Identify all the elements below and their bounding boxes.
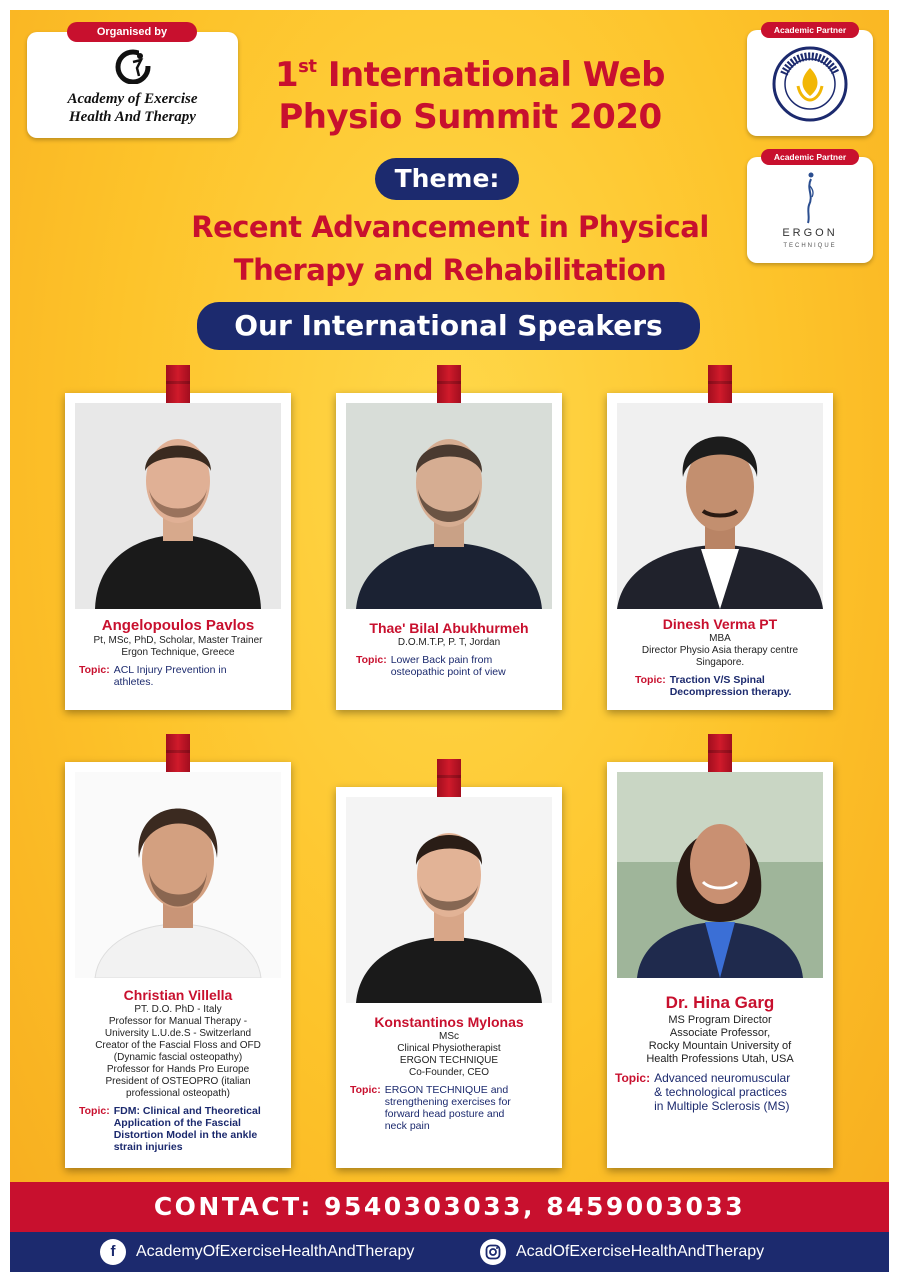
- speaker-photo: [346, 403, 552, 609]
- title-ordinal-suffix: st: [298, 56, 317, 77]
- title-line1: International Web: [316, 55, 665, 95]
- speaker-credentials: D.O.M.T.P, P. T, Jordan: [397, 637, 501, 648]
- organiser-name: Academy of Exercise Health And Therapy: [67, 91, 198, 125]
- contact-bar: CONTACT: 9540303033, 8459003033: [10, 1182, 889, 1232]
- organiser-badge: [27, 26, 238, 138]
- ergon-figure-icon: [800, 171, 820, 225]
- topic-label: Topic:: [79, 664, 110, 676]
- poster: [10, 10, 889, 1272]
- speaker-topic: [73, 1105, 283, 1153]
- speaker-card: [607, 762, 833, 1168]
- speaker-credentials: Pt, MSc, PhD, Scholar, Master Trainer Ergon Technique, Greece: [93, 635, 263, 658]
- speaker-credentials: MSc Clinical Physiotherapist ERGON TECHNIQUE Co-Founder, CEO: [397, 1031, 501, 1078]
- speaker-name: Angelopoulos Pavlos: [101, 617, 255, 634]
- topic-value: Advanced neuromuscular & technological practices in Multiple Sclerosis (MS): [654, 1071, 791, 1113]
- theme-label: Theme:: [375, 158, 519, 200]
- topic-label: Topic:: [356, 654, 387, 666]
- speakers-heading: Our International Speakers: [197, 302, 700, 350]
- speaker-credentials: MBA Director Physio Asia therapy centre Singapore.: [641, 633, 799, 668]
- speaker-photo: [75, 772, 281, 978]
- speaker-name: Christian Villella: [123, 987, 233, 1003]
- topic-label: Topic:: [615, 1071, 651, 1085]
- academic-partner-1: [747, 25, 873, 136]
- speaker-name: Konstantinos Mylonas: [374, 1014, 524, 1030]
- theme-text: Recent Advancement in Physical Therapy and Rehabilitation: [191, 210, 709, 287]
- speaker-name: Thae' Bilal Abukhurmeh: [369, 620, 529, 636]
- speaker-topic: [615, 674, 825, 698]
- speaker-photo: [617, 403, 823, 609]
- facebook-handle: AcademyOfExerciseHealthAndTherapy: [136, 1243, 415, 1260]
- title-ordinal: 1: [274, 55, 299, 95]
- social-bar: [10, 1232, 889, 1272]
- ergon-name: ERGON: [782, 227, 838, 239]
- speaker-name: Dr. Hina Garg: [665, 993, 775, 1012]
- speaker-topic: [344, 654, 554, 678]
- partner-tag: Academic Partner: [761, 22, 859, 38]
- instagram-link[interactable]: [480, 1232, 764, 1272]
- speaker-card: [65, 393, 291, 710]
- speaker-photo: [346, 797, 552, 1003]
- speaker-topic: [615, 1071, 825, 1113]
- ergon-sub: TECHNIQUE: [783, 243, 837, 249]
- speaker-topic: [73, 664, 283, 688]
- academy-logo-icon: [115, 48, 151, 84]
- speaker-credentials: PT. D.O. PhD - Italy Professor for Manual Therapy - University L.U.de.S - Switzerland Creator of the Fascial Floss and OFD (Dynamic fascial osteopathy) Professor for Hands Pro Europe President of OSTEOPRO (italian professional osteopath): [95, 1004, 261, 1099]
- topic-label: Topic:: [79, 1105, 110, 1117]
- speaker-topic: [344, 1084, 554, 1132]
- organiser-tag: Organised by: [67, 22, 197, 42]
- instagram-handle: AcadOfExerciseHealthAndTherapy: [516, 1243, 765, 1260]
- speaker-credentials: MS Program Director Associate Professor, Rocky Mountain University of Health Professions Utah, USA: [646, 1014, 794, 1065]
- speaker-photo: [617, 772, 823, 978]
- topic-value: ERGON TECHNIQUE and strengthening exercises for forward head posture and neck pain: [384, 1084, 511, 1132]
- speaker-card: [336, 787, 562, 1168]
- speaker-card: [607, 393, 833, 710]
- topic-label: Topic:: [350, 1084, 381, 1096]
- topic-value: ACL Injury Prevention in athletes.: [113, 664, 227, 688]
- topic-value: Traction V/S Spinal Decompression therapy.: [669, 674, 792, 698]
- title-line2: Physio Summit 2020: [278, 97, 662, 137]
- facebook-link[interactable]: [100, 1232, 414, 1272]
- topic-value: FDM: Clinical and Theoretical Application of the Fascial Distortion Model in the ankle strain injuries: [113, 1105, 261, 1153]
- event-title: [240, 46, 700, 138]
- speaker-photo: [75, 403, 281, 609]
- topic-label: Topic:: [635, 674, 666, 686]
- speaker-card: [336, 393, 562, 710]
- speaker-card: [65, 762, 291, 1168]
- instagram-icon: [480, 1239, 506, 1265]
- facebook-icon: f: [100, 1239, 126, 1265]
- partner-tag: Academic Partner: [761, 149, 859, 165]
- speaker-name: Dinesh Verma PT: [662, 616, 778, 632]
- academic-partner-2: [747, 152, 873, 263]
- topic-value: Lower Back pain from osteopathic point of view: [390, 654, 506, 678]
- university-seal-icon: [770, 44, 850, 124]
